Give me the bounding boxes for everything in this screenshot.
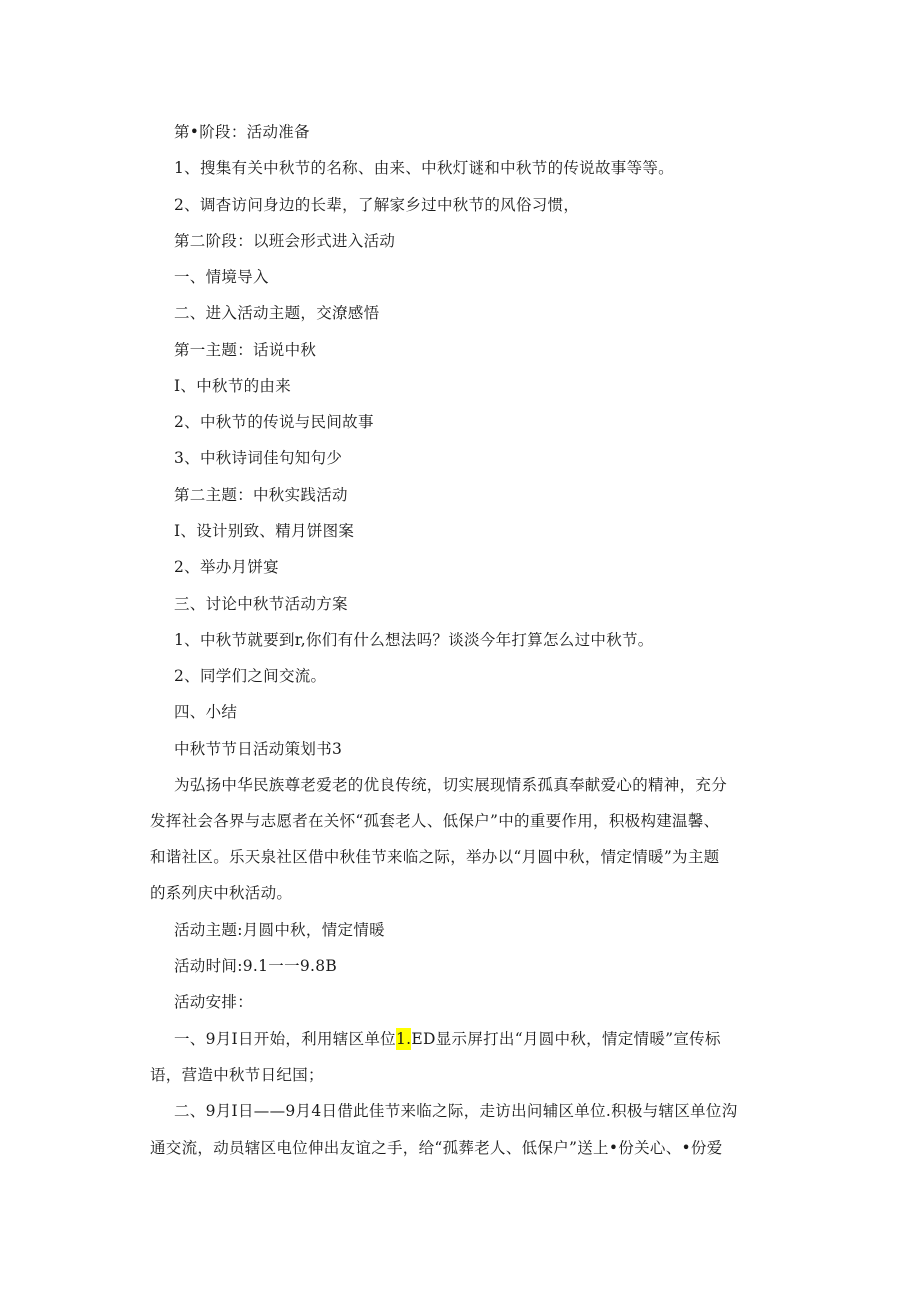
list-item: I、中秋节的由来 bbox=[174, 377, 292, 395]
list-item: 3、中秋诗词佳句知句少 bbox=[174, 449, 343, 467]
arrangement-item-two: 二、9月I日——9月4日借此佳节来临之际，走访出问辅区单位.积极与辖区单位沟 bbox=[174, 1102, 738, 1120]
list-item: 2、同学们之间交流。 bbox=[174, 667, 327, 685]
list-item: 四、小结 bbox=[174, 703, 238, 721]
list-item: 2、调杳访问身边的长辈，了解家乡过中秋节的风俗习惯， bbox=[174, 196, 580, 214]
arrangement-item-two-cont: 通交流，动员辖区电位伸出友谊之手，给“孤葬老人、低保户”送上•份关心、•份爱 bbox=[150, 1139, 723, 1157]
stage-two-heading: 第二阶段：以班会形式进入活动 bbox=[174, 232, 396, 250]
theme-one-heading: 第一主题：话说中秋 bbox=[174, 341, 317, 359]
list-item: 二、进入活动主题，交潦感悟 bbox=[174, 304, 380, 322]
paragraph-line: 发挥社会各界与志愿者在关怀“孤套老人、低保户”中的重要作用，积极构建温馨、 bbox=[150, 812, 720, 830]
stage-one-heading: 第•阶段：活动准备 bbox=[174, 123, 310, 141]
list-item: 1、搜集有关中秋节的名称、由来、中秋灯谜和中秋节的传说故事等等。 bbox=[174, 159, 674, 177]
arrangement-item-one bbox=[174, 1029, 721, 1049]
theme-two-heading: 第二主题：中秋实践活动 bbox=[174, 486, 348, 504]
paragraph-line: 为弘扬中华民族尊老爱老的优良传统，切实展现情系孤真奉献爱心的精神，充分 bbox=[174, 776, 728, 794]
list-item: 一、情境导入 bbox=[174, 268, 269, 286]
list-item: 三、讨论中秋节活动方案 bbox=[174, 595, 348, 613]
section-title: 中秋节节日活动策划书3 bbox=[174, 740, 343, 758]
intro-paragraph bbox=[150, 775, 774, 903]
item-text: 一、9月I日开始，利用辖区单位 bbox=[174, 1030, 396, 1048]
activity-arrangement: 活动安排： bbox=[174, 993, 254, 1011]
list-item: I、设计别致、精月饼图案 bbox=[174, 522, 355, 540]
list-item: 1、中秋节就要到r,你们有什么想法吗？谈淡今年打算怎么过中秋节。 bbox=[174, 631, 654, 649]
paragraph-line: 和谐社区。乐天泉社区借中秋佳节来临之际，举办以“月圆中秋，情定情暖”为主题 bbox=[150, 848, 720, 866]
arrangement-item-one-cont: 语，营造中秋节日纪国； bbox=[150, 1066, 324, 1084]
paragraph-line: 的系列庆中秋活动。 bbox=[150, 884, 293, 902]
activity-time: 活动时间:9.1一一9.8B bbox=[174, 957, 338, 975]
list-item: 2、举办月饼宴 bbox=[174, 558, 279, 576]
item-text: ED显示屏打出“月圆中秋，情定情暖”宣传标 bbox=[411, 1030, 721, 1048]
activity-theme: 活动主题:月圆中秋，情定情暖 bbox=[174, 921, 385, 939]
highlighted-text: 1. bbox=[396, 1030, 412, 1048]
list-item: 2、中秋节的传说与民间故事 bbox=[174, 413, 374, 431]
